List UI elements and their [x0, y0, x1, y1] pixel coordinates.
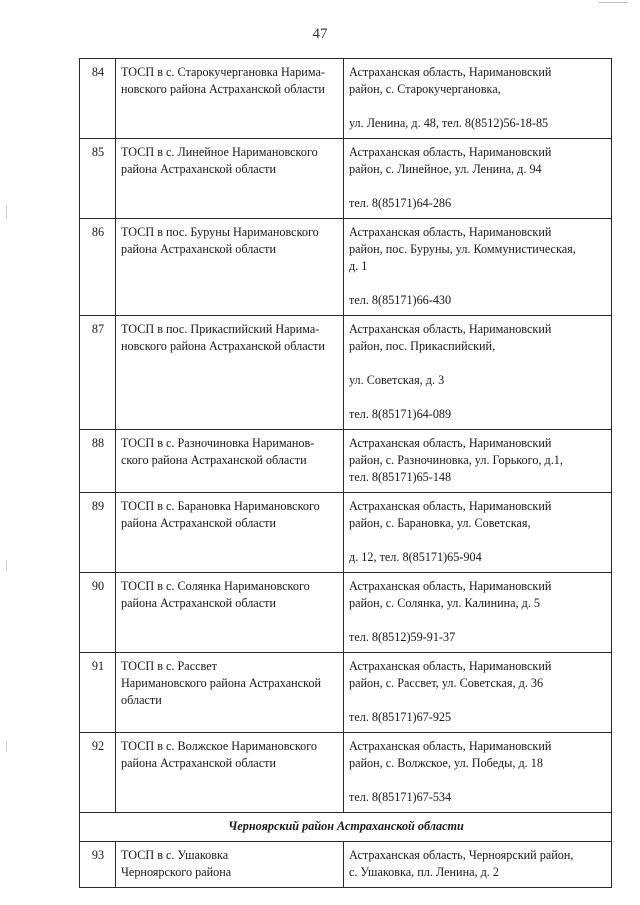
address-line: тел. 8(85171)67-925: [349, 710, 452, 724]
address-line: район, с. Солянка, ул. Калинина, д. 5: [349, 596, 541, 610]
address-line: район, с. Барановка, ул. Советская,: [349, 516, 531, 530]
row-number: 91: [80, 653, 116, 733]
office-name: [116, 59, 344, 139]
address-line: Астраханская область, Наримановский: [349, 145, 552, 159]
table-row: [80, 139, 612, 219]
scan-artifact: [6, 205, 7, 219]
address-line: район, с. Рассвет, ул. Советская, д. 36: [349, 676, 544, 690]
scan-artifact: [6, 742, 7, 752]
table-row: [80, 733, 612, 813]
table-row: [80, 430, 612, 493]
row-number: 84: [80, 59, 116, 139]
office-name: [116, 653, 344, 733]
registry-table: [79, 58, 612, 888]
address-line: тел. 8(85171)66-430: [349, 293, 452, 307]
address-line: Астраханская область, Наримановский: [349, 322, 552, 336]
office-name: [116, 573, 344, 653]
office-address: [344, 430, 612, 493]
address-line: Астраханская область, Наримановский: [349, 739, 552, 753]
office-name-line: района Астраханской области: [121, 756, 276, 770]
registry-table-body: [80, 59, 612, 888]
office-name-line: ТОСП в пос. Прикаспийский Нарима-: [121, 322, 320, 336]
office-name: [116, 219, 344, 316]
address-line: д. 1: [349, 259, 368, 273]
address-line: район, пос. Буруны, ул. Коммунистическая,: [349, 242, 576, 256]
office-name-line: ТОСП в с. Ушаковка: [121, 848, 229, 862]
address-line: тел. 8(85171)64-286: [349, 196, 452, 210]
address-line: ул. Ленина, д. 48, тел. 8(8512)56-18-85: [349, 116, 549, 130]
address-line: д. 12, тел. 8(85171)65-904: [349, 550, 482, 564]
office-name-line: Черноярского района: [121, 865, 232, 879]
address-line: район, с. Старокучергановка,: [349, 82, 501, 96]
office-name-line: района Астраханской области: [121, 516, 276, 530]
section-title: Черноярский район Астраханской области: [80, 813, 612, 842]
address-line: Астраханская область, Наримановский: [349, 436, 552, 450]
address-line: Астраханская область, Наримановский: [349, 225, 552, 239]
table-row: [80, 842, 612, 888]
address-line: Астраханская область, Наримановский: [349, 659, 552, 673]
line-gap: [349, 178, 607, 195]
office-name-line: ского района Астраханской области: [121, 453, 307, 467]
office-name-line: Наримановского района Астраханской: [121, 676, 321, 690]
address-line: тел. 8(8512)59-91-37: [349, 630, 456, 644]
office-name-line: района Астраханской области: [121, 596, 276, 610]
office-name: [116, 842, 344, 888]
row-number: 85: [80, 139, 116, 219]
scan-artifact: [6, 560, 7, 570]
table-row: [80, 573, 612, 653]
table-row: [80, 316, 612, 430]
address-line: ул. Советская, д. 3: [349, 373, 445, 387]
address-line: район, с. Волжское, ул. Победы, д. 18: [349, 756, 543, 770]
office-name-line: ТОСП в с. Волжское Наримановского: [121, 739, 318, 753]
office-name: [116, 493, 344, 573]
line-gap: [349, 355, 607, 372]
address-line: район, с. Линейное, ул. Ленина, д. 94: [349, 162, 542, 176]
address-line: район, пос. Прикаспийский,: [349, 339, 496, 353]
office-address: [344, 59, 612, 139]
office-address: [344, 219, 612, 316]
office-address: [344, 573, 612, 653]
office-name-line: района Астраханской области: [121, 162, 276, 176]
address-line: тел. 8(85171)64-089: [349, 407, 452, 421]
office-name-line: области: [121, 693, 162, 707]
address-line: Астраханская область, Черноярский район,: [349, 848, 574, 862]
address-line: район, с. Разночиновка, ул. Горького, д.1,: [349, 453, 563, 467]
line-gap: [349, 389, 607, 406]
table-row: [80, 493, 612, 573]
row-number: 86: [80, 219, 116, 316]
row-number: 92: [80, 733, 116, 813]
office-name-line: ТОСП в с. Разночиновка Нариманов-: [121, 436, 315, 450]
office-name: [116, 316, 344, 430]
section-row: [80, 813, 612, 842]
office-address: [344, 139, 612, 219]
office-address: [344, 316, 612, 430]
office-name-line: ТОСП в с. Солянка Наримановского: [121, 579, 310, 593]
office-name: [116, 430, 344, 493]
office-name: [116, 733, 344, 813]
address-line: с. Ушаковка, пл. Ленина, д. 2: [349, 865, 499, 879]
line-gap: [349, 772, 607, 789]
office-name-line: ТОСП в с. Старокучергановка Нарима-: [121, 65, 325, 79]
office-name-line: ТОСП в с. Барановка Наримановского: [121, 499, 320, 513]
table-row: [80, 653, 612, 733]
row-number: 89: [80, 493, 116, 573]
address-line: тел. 8(85171)67-534: [349, 790, 452, 804]
office-address: [344, 842, 612, 888]
line-gap: [349, 612, 607, 629]
office-name-line: ТОСП в с. Линейное Наримановского: [121, 145, 318, 159]
office-name: [116, 139, 344, 219]
office-name-line: ТОСП в пос. Буруны Наримановского: [121, 225, 319, 239]
page-number: 47: [312, 26, 328, 42]
line-gap: [349, 692, 607, 709]
row-number: 90: [80, 573, 116, 653]
row-number: 93: [80, 842, 116, 888]
office-name-line: района Астраханской области: [121, 242, 276, 256]
office-name-line: новского района Астраханской области: [121, 339, 325, 353]
row-number: 88: [80, 430, 116, 493]
line-gap: [349, 98, 607, 115]
line-gap: [349, 532, 607, 549]
row-number: 87: [80, 316, 116, 430]
line-gap: [349, 275, 607, 292]
office-address: [344, 733, 612, 813]
office-address: [344, 493, 612, 573]
address-line: Астраханская область, Наримановский: [349, 65, 552, 79]
table-row: [80, 59, 612, 139]
office-address: [344, 653, 612, 733]
table-row: [80, 219, 612, 316]
office-name-line: ТОСП в с. Рассвет: [121, 659, 217, 673]
address-line: тел. 8(85171)65-148: [349, 470, 452, 484]
scan-artifact: [598, 2, 628, 3]
address-line: Астраханская область, Наримановский: [349, 499, 552, 513]
address-line: Астраханская область, Наримановский: [349, 579, 552, 593]
office-name-line: новского района Астраханской области: [121, 82, 325, 96]
